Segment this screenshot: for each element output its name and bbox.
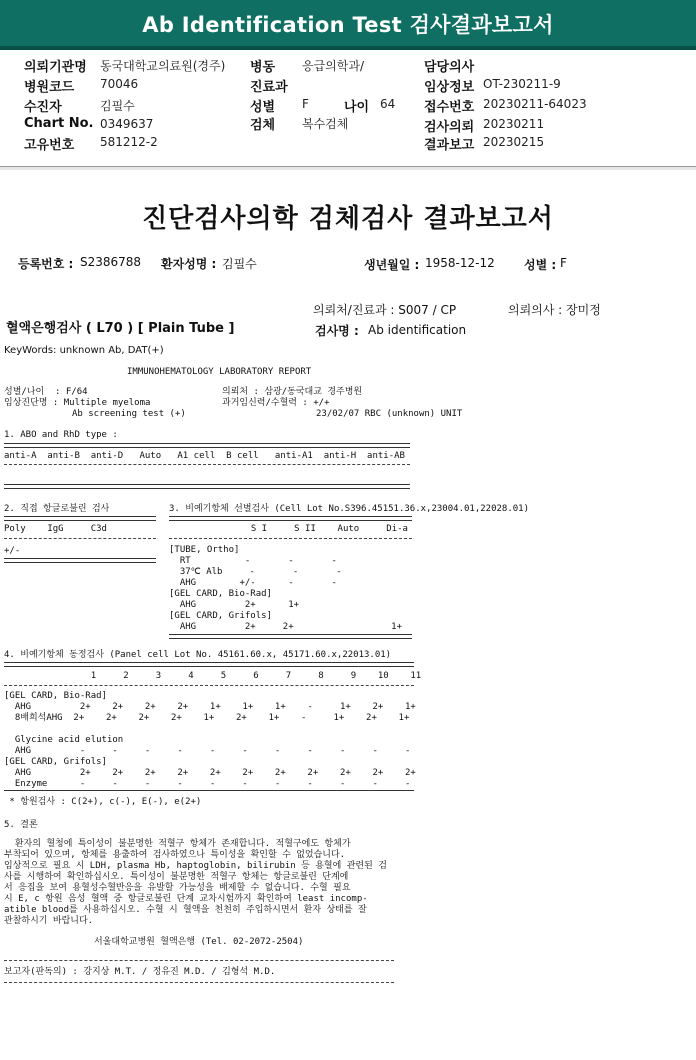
panel-row: [GEL CARD, Grifols] [4,757,107,767]
screening-row: [GEL CARD, Grifols] [169,611,272,621]
section-1-rule-bottom [4,484,410,489]
report-sex-label: 성별 : [524,258,557,272]
unique-id-value: 581212-2 [100,135,158,149]
patient-name-value: 김필수 [222,257,257,271]
sex-label: 성별 [250,100,276,115]
chart-no-value: 0349637 [100,117,154,131]
screening-row: AHG 2+ 1+ [169,600,300,610]
section-1-rule-top [4,443,410,448]
conclusion-line: 부착되어 있으며, 항체를 용출하여 검사하였으나 특이성을 확인할 수 없었습니다. [4,850,346,860]
clinical-info-value: OT-230211-9 [483,77,561,91]
specimen-value: 복수검체 [302,117,349,131]
conclusion-line: 서 응집을 보여 용혈성수혈반응을 유발할 가능성을 배제할 수 없습니다. 수혈 필요 [4,883,351,893]
referring-doctor: 의뢰의사 : 장미정 [508,303,601,317]
specimen-label: 검체 [250,118,276,133]
report-paper [0,170,696,1060]
section-1-header: anti-A anti-B anti-D Auto A1 cell B cell anti-A1 anti-H anti-AB [4,451,405,461]
institution-value: 동국대학교의료원(경주) [100,59,226,73]
report-title: 진단검사의학 검체검사 결과보고서 [142,204,554,234]
section-4-header: 1 2 3 4 5 6 7 8 9 10 11 [4,671,422,681]
lab-referral: 의뢰처 : 삼광/동국대교 경주병원 [222,387,363,397]
hospital-contact: 서울대학교병원 혈액은행 (Tel. 02-2072-2504) [94,937,304,947]
section-3-rule-bottom [169,634,412,639]
panel-row: Enzyme - - - - - - - - - - - [4,779,411,789]
lab-transfusion-history: 과거임신력/수혈력 : +/+ [222,398,330,408]
conclusion-line: 환자의 혈청에 특이성이 불분명한 적혈구 항체가 존재합니다. 적혈구에도 항체가 [4,839,351,849]
referral-department: 의뢰처/진료과 : S007 / CP [313,303,457,317]
conclusion-line: 시 E, c 항원 음성 혈액 중 항글로불린 단계 교차시험까지 확인하여 least incomp- [4,894,368,904]
section-2-rule-top [4,516,156,521]
section-5-title: 5. 결론 [4,820,38,830]
section-2-result: +/- [4,546,21,556]
lab-rbc-unit: 23/02/07 RBC (unknown) UNIT [316,409,463,419]
unique-id-label: 고유번호 [24,138,75,153]
section-2-rule-mid [4,538,156,539]
report-banner [0,0,696,50]
footer-rule-top [4,960,394,961]
panel-row: 8배희석AHG 2+ 2+ 2+ 2+ 1+ 2+ 1+ - 1+ 2+ 1+ [4,713,410,723]
conclusion-line: 사를 시행하여 확인하십시오. 특이성이 불분명한 적혈구 항체는 항글로불린 단계에 [4,872,349,882]
panel-row: AHG - - - - - - - - - - - [4,746,411,756]
antigen-test-result: * 항원검사 : C(2+), c(-), E(-), e(2+) [4,797,202,807]
section-4-rule-mid [4,685,414,686]
lab-report-title: IMMUNOHEMATOLOGY LABORATORY REPORT [127,367,312,377]
sex-value: F [302,97,309,111]
section-3-title: 3. 비예기항체 선별검사 (Cell Lot No.S396.45151.36.x,23004.01,22028.01) [169,504,530,514]
panel-row: AHG 2+ 2+ 2+ 2+ 2+ 2+ 2+ 2+ 2+ 2+ 2+ [4,768,416,778]
section-3-rule-mid [169,538,412,539]
chart-no-label: Chart No. [24,116,94,131]
banner-title: Ab Identification Test 검사결과보고서 [142,13,554,37]
lab-screen-result: Ab screening test (+) [72,409,186,419]
screening-row: 37℃ Alb - - - [169,567,342,577]
header-info-panel [0,50,696,167]
section-1-title: 1. ABO and RhD type : [4,430,118,440]
age-value: 64 [380,97,396,111]
lab-sex-age: 성별/나이 : F/64 [4,387,88,397]
lab-diagnosis: 임상진단명 : Multiple myeloma [4,398,151,408]
reporter: 보고자(판독의) : 강지상 M.T. / 정유진 M.D. / 김형석 M.D. [4,967,276,977]
panel-row: Glycine acid elution [4,735,124,745]
section-4-title: 4. 비예기항체 동정검사 (Panel cell Lot No. 45161.60.x, 45171.60.x,22013.01) [4,650,392,660]
section-2-header: Poly IgG C3d [4,524,107,534]
patient-value: 김필수 [100,99,135,113]
screening-row: RT - - - [169,556,337,566]
test-name-value: Ab identification [368,323,467,337]
screening-row: AHG 2+ 2+ 1+ [169,622,402,632]
receipt-no-value: 20230211-64023 [483,97,587,111]
panel-row: AHG 2+ 2+ 2+ 2+ 1+ 1+ 1+ - 1+ 2+ 1+ [4,702,416,712]
birthdate-label: 생년월일 : [364,258,420,272]
registration-value: S2386788 [80,255,142,269]
request-date-value: 20230211 [483,117,545,131]
test-section: 혈액은행검사 ( L70 ) [ Plain Tube ] [6,321,235,336]
section-4-rule-top [4,662,414,667]
footer-rule-bottom [4,982,394,983]
conclusion-line: atible blood를 사용하십시오. 수혈 시 혈액을 천천히 주입하시면서 환자 상태를 잘 [4,905,367,915]
conclusion-line: 관찰하시기 바랍니다. [4,916,94,926]
panel-row: [GEL CARD, Bio-Rad] [4,691,107,701]
patient-label: 수진자 [24,100,62,115]
ward-value: 응급의학과/ [302,59,365,73]
screening-row: AHG +/- - - [169,578,337,588]
keywords: KeyWords: unknown Ab, DAT(+) [4,345,164,356]
age-label: 나이 [344,100,370,115]
conclusion-line: 임상적으로 필요 시 LDH, plasma Hb, haptoglobin, bilirubin 등 용혈에 관련된 검 [4,861,387,871]
screening-row: [GEL CARD, Bio-Rad] [169,589,272,599]
section-2-rule-bottom [4,558,156,563]
report-date-value: 20230215 [483,135,545,149]
registration-label: 등록번호 : [18,257,74,271]
ward-label: 병동 [250,60,276,75]
doctor-label: 담당의사 [424,60,475,75]
report-date-label: 결과보고 [424,138,475,153]
clinical-info-label: 임상정보 [424,80,475,95]
request-date-label: 검사의뢰 [424,120,475,135]
hospital-code-value: 70046 [100,77,139,91]
test-name-label: 검사명 : [315,324,359,338]
receipt-no-label: 접수번호 [424,100,475,115]
screening-row: [TUBE, Ortho] [169,545,240,555]
hospital-code-label: 병원코드 [24,80,75,95]
institution-label: 의뢰기관명 [24,60,87,75]
section-4-rule-bottom [4,790,414,791]
section-1-rule-mid [4,464,410,465]
report-sex-value: F [560,256,567,270]
patient-name-label: 환자성명 : [161,257,217,271]
department-label: 진료과 [250,80,288,95]
section-3-header: S I S II Auto Di-a [240,524,408,534]
section-2-title: 2. 직접 항글로불린 검사 [4,504,110,514]
birthdate-value: 1958-12-12 [425,256,495,270]
section-3-rule-top [169,516,412,521]
